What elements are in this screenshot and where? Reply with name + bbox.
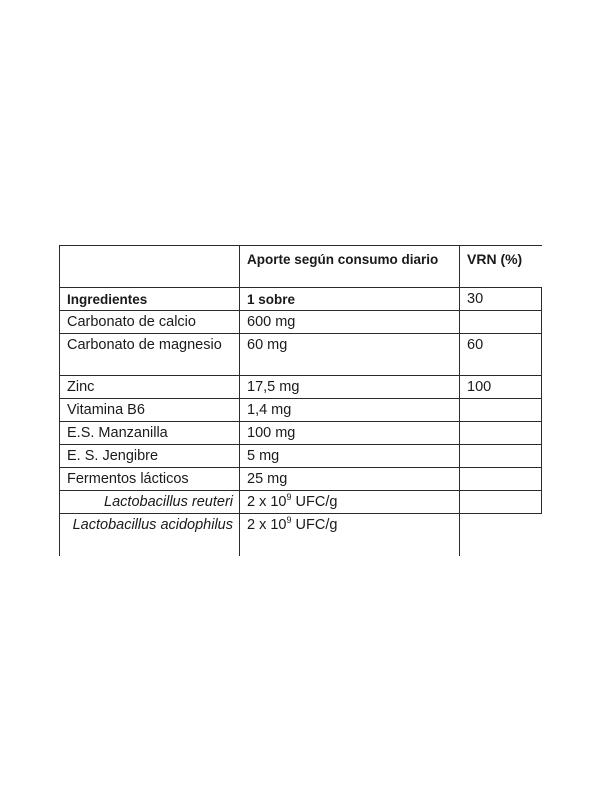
vrn-cell bbox=[460, 311, 542, 334]
header-empty-cell bbox=[60, 246, 240, 288]
amount-cell: 1,4 mg bbox=[240, 399, 460, 422]
table-row bbox=[60, 491, 542, 514]
strain-amount-prefix: 2 x 10 bbox=[247, 494, 287, 510]
table-row bbox=[60, 399, 542, 422]
ingredient-cell: Carbonato de calcio bbox=[60, 311, 240, 334]
amount-cell: 100 mg bbox=[240, 422, 460, 445]
table-row bbox=[60, 334, 542, 376]
ingredient-cell: Carbonato de magnesio bbox=[60, 334, 240, 376]
ingredient-cell: E.S. Manzanilla bbox=[60, 422, 240, 445]
strain-amount-unit: UFC/g bbox=[291, 517, 338, 533]
ingredient-cell: E. S. Jengibre bbox=[60, 445, 240, 468]
subheader-vrn: 30 bbox=[460, 288, 542, 311]
vrn-cell bbox=[460, 422, 542, 445]
vrn-cell bbox=[460, 514, 542, 556]
strain-name-cell: Lactobacillus acidophilus bbox=[60, 514, 240, 556]
table-row bbox=[60, 445, 542, 468]
strain-amount-prefix: 2 x 10 bbox=[247, 517, 287, 533]
table-row bbox=[60, 514, 542, 556]
strain-amount-cell bbox=[240, 491, 460, 514]
amount-cell: 25 mg bbox=[240, 468, 460, 491]
table-header-row bbox=[60, 246, 542, 288]
amount-cell: 60 mg bbox=[240, 334, 460, 376]
header-amount: Aporte según consumo diario bbox=[240, 246, 460, 288]
amount-cell: 17,5 mg bbox=[240, 376, 460, 399]
nutrition-table bbox=[59, 245, 542, 556]
vrn-cell bbox=[460, 468, 542, 491]
strain-amount-unit: UFC/g bbox=[291, 494, 338, 510]
vrn-cell: 60 bbox=[460, 334, 542, 376]
strain-name-cell: Lactobacillus reuteri bbox=[60, 491, 240, 514]
subheader-ingredients: Ingredientes bbox=[60, 288, 240, 311]
table-row bbox=[60, 468, 542, 491]
header-vrn: VRN (%) bbox=[460, 246, 542, 288]
table-row bbox=[60, 311, 542, 334]
amount-cell: 5 mg bbox=[240, 445, 460, 468]
vrn-cell: 100 bbox=[460, 376, 542, 399]
strain-amount-exponent: 9 bbox=[286, 515, 292, 525]
strain-amount-exponent: 9 bbox=[286, 492, 292, 502]
table-row bbox=[60, 422, 542, 445]
ingredient-cell: Zinc bbox=[60, 376, 240, 399]
table-subheader-row bbox=[60, 288, 542, 311]
ingredient-cell: Fermentos lácticos bbox=[60, 468, 240, 491]
vrn-cell bbox=[460, 491, 542, 514]
vrn-cell bbox=[460, 445, 542, 468]
strain-amount-cell bbox=[240, 514, 460, 556]
ingredient-cell: Vitamina B6 bbox=[60, 399, 240, 422]
vrn-cell bbox=[460, 399, 542, 422]
subheader-serving: 1 sobre bbox=[240, 288, 460, 311]
amount-cell: 600 mg bbox=[240, 311, 460, 334]
table-row bbox=[60, 376, 542, 399]
